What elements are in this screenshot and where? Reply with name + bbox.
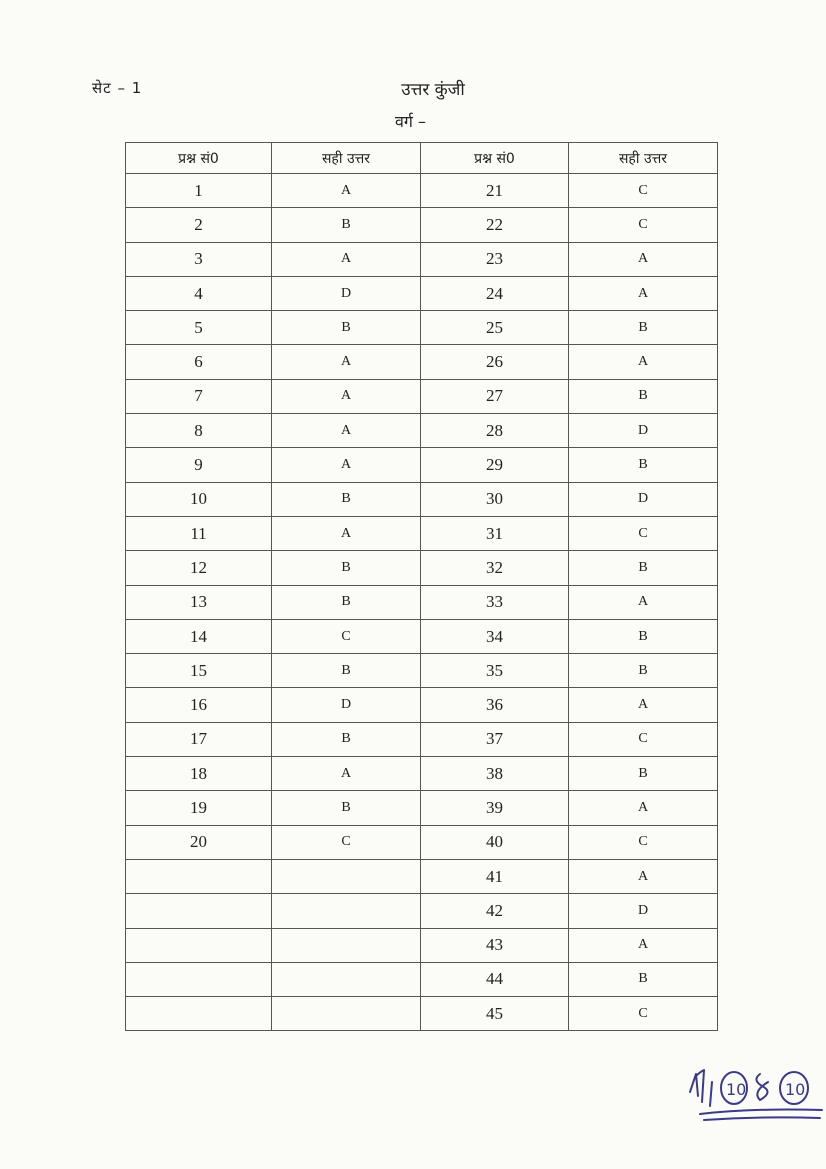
answer-cell: A — [272, 414, 421, 448]
answer-cell: B — [272, 722, 421, 756]
table-row — [126, 791, 718, 825]
question-number-cell — [126, 997, 272, 1031]
answer-cell: B — [272, 311, 421, 345]
answer-cell: B — [569, 311, 718, 345]
question-number-cell: 19 — [126, 791, 272, 825]
page-subtitle: वर्ग – — [395, 112, 426, 131]
table-row — [126, 757, 718, 791]
question-number-cell: 2 — [126, 208, 272, 242]
answer-cell — [272, 859, 421, 893]
answer-cell: B — [569, 619, 718, 653]
question-number-cell: 24 — [421, 276, 569, 310]
question-number-cell: 7 — [126, 379, 272, 413]
answer-cell: D — [569, 482, 718, 516]
svg-text:10: 10 — [726, 1080, 747, 1099]
question-number-cell: 42 — [421, 894, 569, 928]
question-number-cell: 4 — [126, 276, 272, 310]
answer-cell: A — [569, 242, 718, 276]
answer-cell: B — [272, 791, 421, 825]
question-number-cell: 23 — [421, 242, 569, 276]
answer-cell: C — [569, 825, 718, 859]
answer-cell: A — [272, 242, 421, 276]
answer-cell: B — [272, 585, 421, 619]
question-number-cell: 22 — [421, 208, 569, 242]
table-row — [126, 414, 718, 448]
question-number-cell: 33 — [421, 585, 569, 619]
answer-cell: A — [272, 516, 421, 550]
question-number-cell: 45 — [421, 997, 569, 1031]
answer-cell: C — [569, 516, 718, 550]
question-number-cell: 10 — [126, 482, 272, 516]
answer-cell: D — [272, 688, 421, 722]
answer-cell: B — [569, 757, 718, 791]
answer-cell: D — [272, 276, 421, 310]
question-number-cell: 20 — [126, 825, 272, 859]
answer-cell: A — [569, 791, 718, 825]
table-row — [126, 825, 718, 859]
question-number-cell: 1 — [126, 174, 272, 208]
question-number-cell: 15 — [126, 654, 272, 688]
svg-text:10: 10 — [785, 1080, 806, 1099]
question-number-cell: 36 — [421, 688, 569, 722]
answer-cell: A — [569, 585, 718, 619]
question-number-cell: 31 — [421, 516, 569, 550]
question-number-cell: 35 — [421, 654, 569, 688]
question-number-cell: 39 — [421, 791, 569, 825]
question-number-cell: 21 — [421, 174, 569, 208]
answer-cell: C — [272, 619, 421, 653]
answer-cell — [272, 928, 421, 962]
answer-cell — [272, 997, 421, 1031]
handwritten-signature — [682, 1062, 826, 1142]
answer-cell: D — [569, 894, 718, 928]
table-row — [126, 379, 718, 413]
question-number-cell: 9 — [126, 448, 272, 482]
answer-cell: A — [569, 345, 718, 379]
table-header-row — [126, 143, 718, 174]
answer-cell: C — [569, 208, 718, 242]
answer-cell: B — [272, 551, 421, 585]
table-row — [126, 722, 718, 756]
question-number-cell: 3 — [126, 242, 272, 276]
header-question-no-1: प्रश्न सं0 — [126, 143, 272, 174]
question-number-cell: 14 — [126, 619, 272, 653]
question-number-cell: 16 — [126, 688, 272, 722]
answer-cell: A — [272, 448, 421, 482]
table-row — [126, 242, 718, 276]
table-row — [126, 448, 718, 482]
table-row — [126, 208, 718, 242]
question-number-cell: 6 — [126, 345, 272, 379]
table-row — [126, 997, 718, 1031]
answer-cell — [272, 962, 421, 996]
table-row — [126, 894, 718, 928]
answer-cell: A — [569, 928, 718, 962]
set-label: सेट – 1 — [92, 79, 143, 97]
answer-cell: B — [569, 654, 718, 688]
question-number-cell: 13 — [126, 585, 272, 619]
table-row — [126, 551, 718, 585]
answer-cell: A — [569, 276, 718, 310]
question-number-cell: 27 — [421, 379, 569, 413]
question-number-cell — [126, 859, 272, 893]
table-row — [126, 174, 718, 208]
header-correct-answer-1: सही उत्तर — [272, 143, 421, 174]
table-row — [126, 619, 718, 653]
question-number-cell: 44 — [421, 962, 569, 996]
question-number-cell: 37 — [421, 722, 569, 756]
answer-cell: A — [272, 345, 421, 379]
question-number-cell: 29 — [421, 448, 569, 482]
page-title: उत्तर कुंजी — [401, 80, 465, 100]
question-number-cell: 5 — [126, 311, 272, 345]
question-number-cell: 43 — [421, 928, 569, 962]
answer-cell: C — [272, 825, 421, 859]
question-number-cell: 18 — [126, 757, 272, 791]
table-row — [126, 516, 718, 550]
table-row — [126, 276, 718, 310]
answer-cell: C — [569, 722, 718, 756]
table-row — [126, 585, 718, 619]
answer-cell: A — [272, 757, 421, 791]
answer-cell: C — [569, 174, 718, 208]
question-number-cell: 28 — [421, 414, 569, 448]
question-number-cell: 25 — [421, 311, 569, 345]
answer-cell — [272, 894, 421, 928]
table-row — [126, 345, 718, 379]
question-number-cell: 34 — [421, 619, 569, 653]
answer-cell: B — [569, 448, 718, 482]
question-number-cell — [126, 928, 272, 962]
table-row — [126, 482, 718, 516]
answer-cell: A — [569, 859, 718, 893]
header-correct-answer-2: सही उत्तर — [569, 143, 718, 174]
question-number-cell: 30 — [421, 482, 569, 516]
question-number-cell — [126, 962, 272, 996]
table-row — [126, 859, 718, 893]
table-row — [126, 311, 718, 345]
question-number-cell: 26 — [421, 345, 569, 379]
question-number-cell: 8 — [126, 414, 272, 448]
answer-cell: B — [272, 654, 421, 688]
question-number-cell: 41 — [421, 859, 569, 893]
table-row — [126, 928, 718, 962]
answer-cell: B — [569, 962, 718, 996]
answer-cell: A — [569, 688, 718, 722]
answer-cell: B — [569, 551, 718, 585]
question-number-cell: 12 — [126, 551, 272, 585]
answer-cell: D — [569, 414, 718, 448]
question-number-cell — [126, 894, 272, 928]
answer-cell: B — [272, 208, 421, 242]
table-row — [126, 962, 718, 996]
table-row — [126, 688, 718, 722]
answer-key-table — [125, 142, 718, 1031]
answer-cell: B — [272, 482, 421, 516]
table-row — [126, 654, 718, 688]
answer-cell: C — [569, 997, 718, 1031]
answer-cell: B — [569, 379, 718, 413]
answer-cell: A — [272, 174, 421, 208]
question-number-cell: 17 — [126, 722, 272, 756]
question-number-cell: 38 — [421, 757, 569, 791]
header-question-no-2: प्रश्न सं0 — [421, 143, 569, 174]
question-number-cell: 11 — [126, 516, 272, 550]
answer-cell: A — [272, 379, 421, 413]
question-number-cell: 40 — [421, 825, 569, 859]
question-number-cell: 32 — [421, 551, 569, 585]
